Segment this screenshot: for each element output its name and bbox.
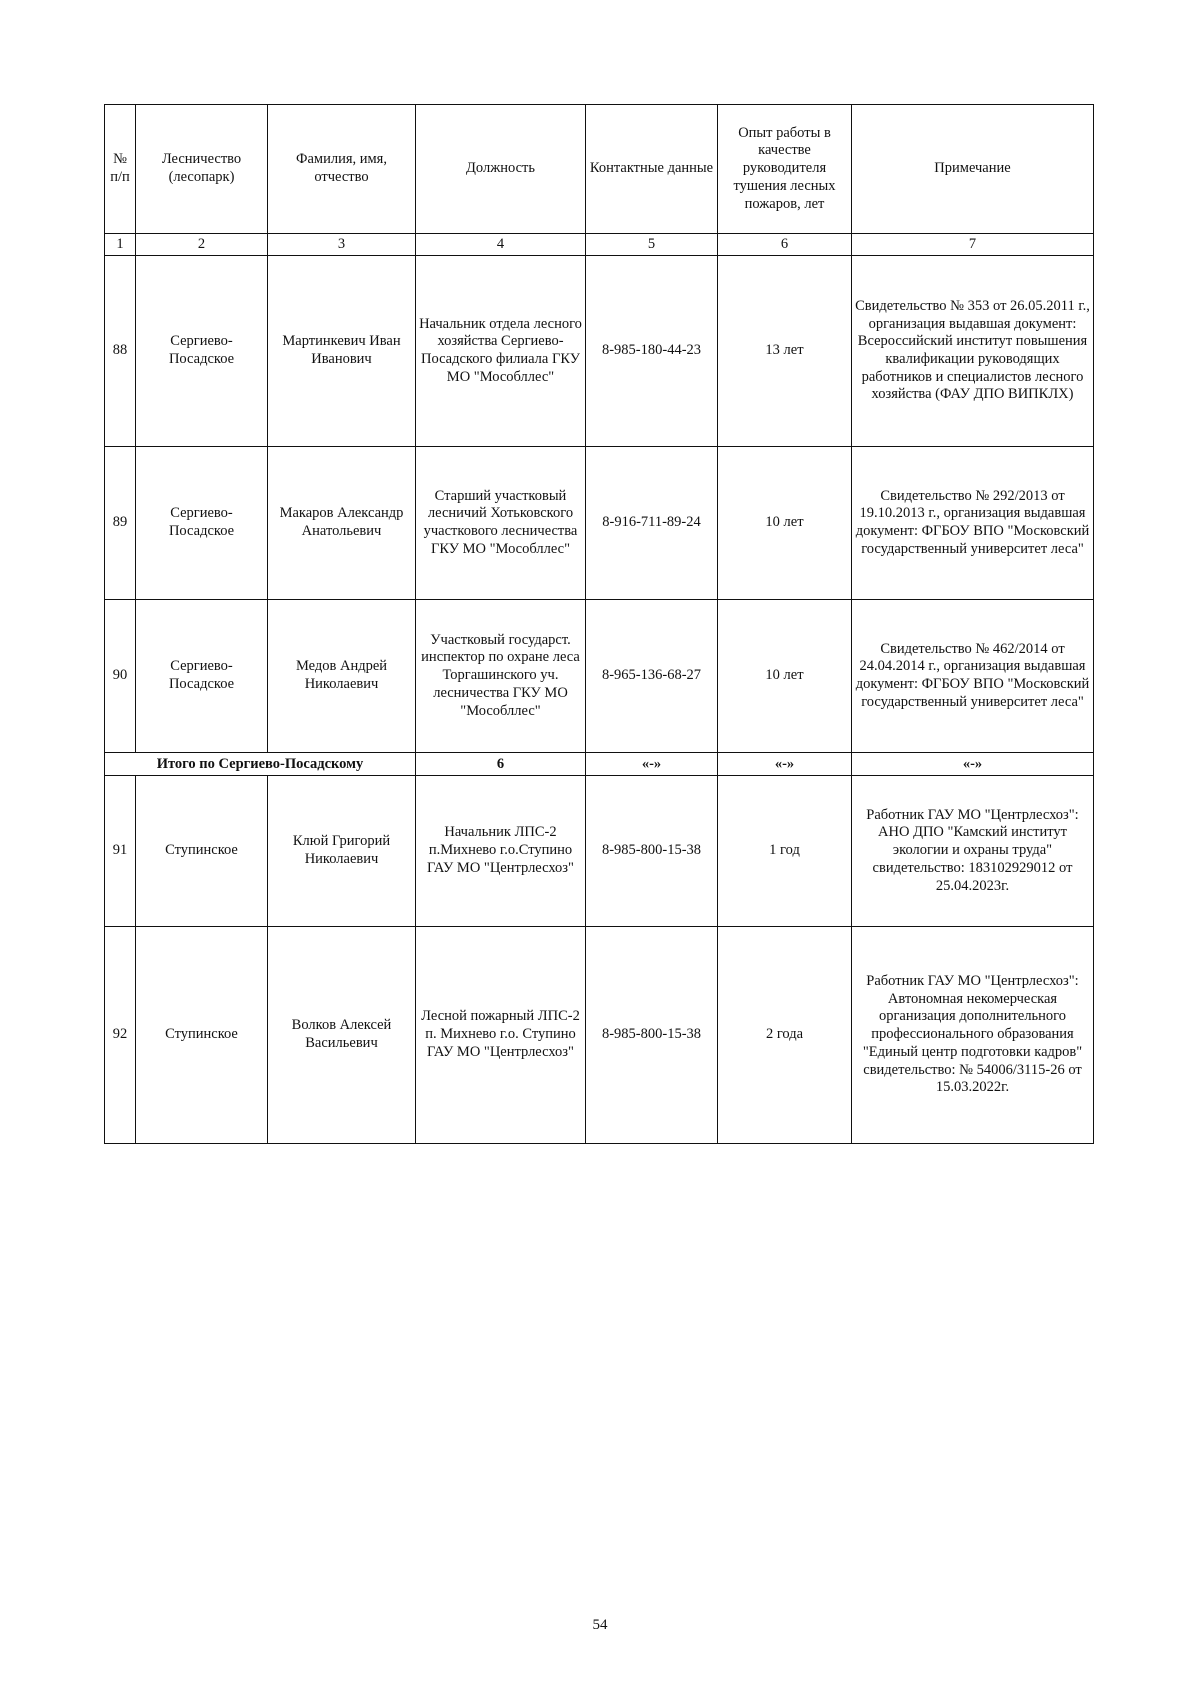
column-numbers-row [105,234,1094,256]
header-cell-position: Должность [416,105,586,234]
row-number: 90 [105,600,136,753]
table-row [105,600,1094,753]
row-number: 91 [105,776,136,927]
forestry-cell: Сергиево-Посадское [136,256,268,447]
column-number: 4 [416,234,586,256]
total-label: Итого по Сергиево-Посадскому [105,753,416,776]
contact-cell: 8-985-800-15-38 [586,776,718,927]
note-cell: Работник ГАУ МО "Центрлесхоз": Автономная некомерческая организация дополнительного профессионального образования "Единый центр подготовки кадров" свидетельство: № 54006/3115-26 от 15.03.2022г. [852,927,1094,1144]
row-number: 89 [105,447,136,600]
experience-cell: 1 год [718,776,852,927]
contact-cell: 8-916-711-89-24 [586,447,718,600]
row-number: 92 [105,927,136,1144]
note-cell: Работник ГАУ МО "Центрлесхоз": АНО ДПО "Камский институт экологии и охраны труда" свидетельство: 183102929012 от 25.04.2023г. [852,776,1094,927]
note-cell: Свидетельство № 462/2014 от 24.04.2014 г., организация выдавшая документ: ФГБОУ ВПО "Московский государственный университет леса" [852,600,1094,753]
total-experience: «-» [718,753,852,776]
header-cell-note: Примечание [852,105,1094,234]
table-row [105,256,1094,447]
name-cell: Макаров Александр Анатольевич [268,447,416,600]
name-cell: Мартинкевич Иван Иванович [268,256,416,447]
position-cell: Начальник ЛПС-2 п.Михнево г.о.Ступино ГАУ МО "Центрлесхоз" [416,776,586,927]
page-number: 54 [592,1617,608,1633]
header-cell-name: Фамилия, имя, отчество [268,105,416,234]
column-number: 3 [268,234,416,256]
total-note: «-» [852,753,1094,776]
forestry-cell: Сергиево-Посадское [136,600,268,753]
name-cell: Медов Андрей Николаевич [268,600,416,753]
header-cell-forestry: Лесничество (лесопарк) [136,105,268,234]
column-number: 2 [136,234,268,256]
header-cell-contact: Контактные данные [586,105,718,234]
total-count: 6 [416,753,586,776]
position-cell: Лесной пожарный ЛПС-2 п. Михнево г.о. Ступино ГАУ МО "Центрлесхоз" [416,927,586,1144]
forestry-cell: Ступинское [136,776,268,927]
header-cell-experience: Опыт работы в качестве руководителя тушения лесных пожаров, лет [718,105,852,234]
name-cell: Волков Алексей Васильевич [268,927,416,1144]
row-number: 88 [105,256,136,447]
experience-cell: 2 года [718,927,852,1144]
experience-cell: 10 лет [718,447,852,600]
total-contact: «-» [586,753,718,776]
header-cell-num: № п/п [105,105,136,234]
column-number: 7 [852,234,1094,256]
column-number: 5 [586,234,718,256]
contact-cell: 8-965-136-68-27 [586,600,718,753]
table-row [105,927,1094,1144]
column-number: 1 [105,234,136,256]
table-row [105,447,1094,600]
note-cell: Свидетельство № 292/2013 от 19.10.2013 г., организация выдавшая документ: ФГБОУ ВПО "Московский государственный университет леса" [852,447,1094,600]
experience-cell: 13 лет [718,256,852,447]
forestry-cell: Сергиево-Посадское [136,447,268,600]
name-cell: Клюй Григорий Николаевич [268,776,416,927]
contact-cell: 8-985-800-15-38 [586,927,718,1144]
note-cell: Свидетельство № 353 от 26.05.2011 г., организация выдавшая документ: Всероссийский институт повышения квалификации руководящих работников и специалистов лесного хозяйства (ФАУ ДПО ВИПКЛХ) [852,256,1094,447]
column-number: 6 [718,234,852,256]
contact-cell: 8-985-180-44-23 [586,256,718,447]
header-row [105,105,1094,234]
position-cell: Начальник отдела лесного хозяйства Сергиево-Посадского филиала ГКУ МО "Мособллес" [416,256,586,447]
total-row [105,753,1094,776]
table-row [105,776,1094,927]
forestry-cell: Ступинское [136,927,268,1144]
position-cell: Участковый государст. инспектор по охране леса Торгашинского уч. лесничества ГКУ МО "Мособллес" [416,600,586,753]
position-cell: Старший участковый лесничий Хотьковского участкового лесничества ГКУ МО "Мособллес" [416,447,586,600]
forest-fire-managers-table [104,104,1094,1144]
experience-cell: 10 лет [718,600,852,753]
